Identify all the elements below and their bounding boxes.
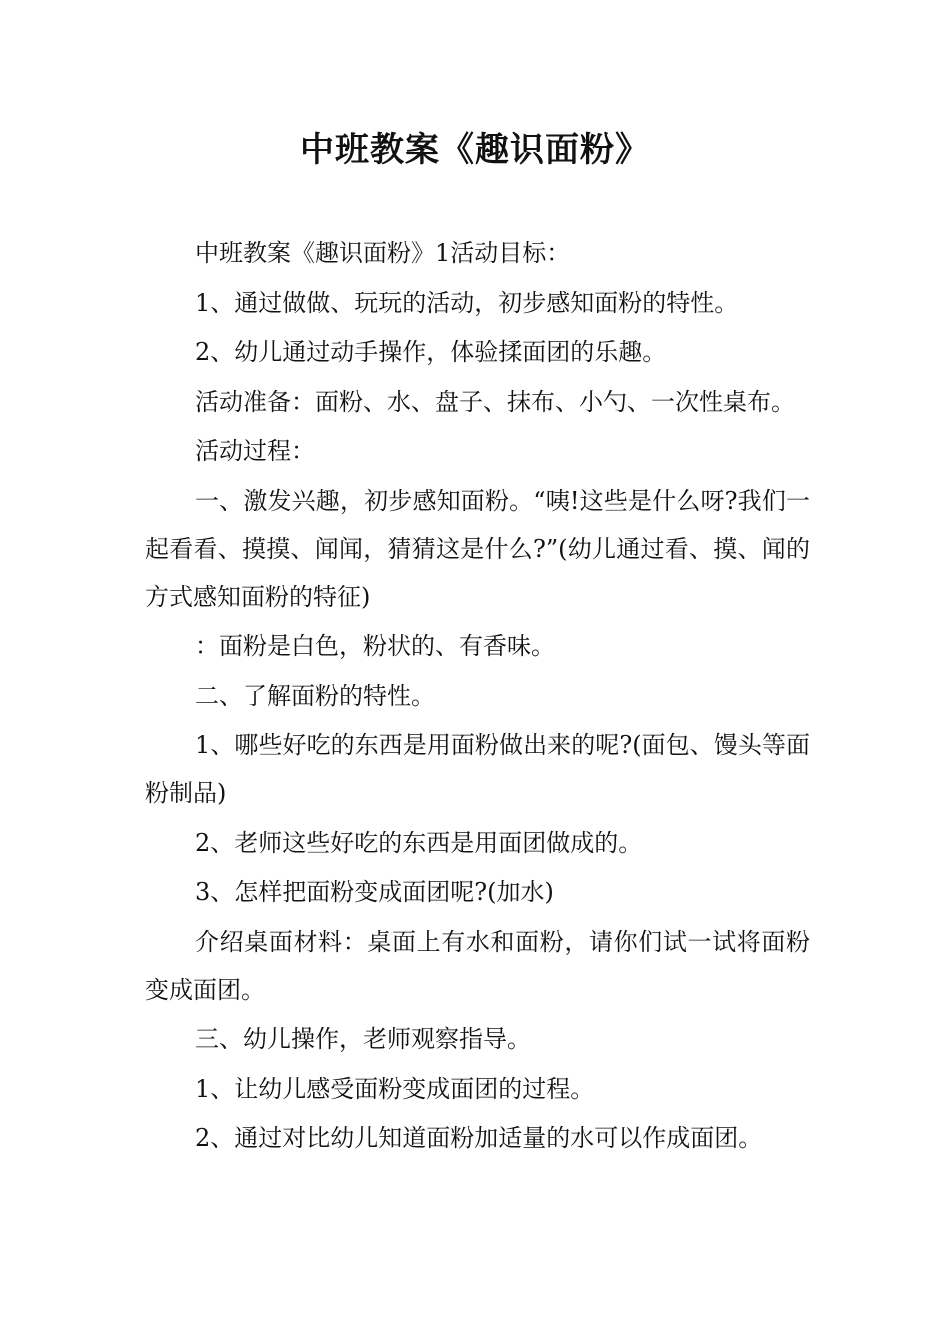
paragraph-step-3: 三、幼儿操作，老师观察指导。 [195,1025,531,1053]
paragraph-step-1: 一、激发兴趣，初步感知面粉。“咦!这些是什么呀?我们一起看看、摸摸、闻闻，猜猜这是什么?”(幼儿通过看、摸、闻的方式感知面粉的特征) [145,486,810,611]
paragraph-process-heading: 活动过程： [195,437,315,465]
paragraph-step-3-item-2: 2、通过对比幼儿知道面粉加适量的水可以作成面团。 [195,1124,763,1152]
paragraph-materials: 介绍桌面材料：桌面上有水和面粉，请你们试一试将面粉变成面团。 [145,927,810,1004]
document-body [145,229,810,1164]
paragraph-step-2: 二、了解面粉的特性。 [195,681,435,710]
paragraph-step-1-summary: ：面粉是白色，粉状的、有香味。 [195,632,555,660]
paragraph-goal-1: 1、通过做做、玩玩的活动，初步感知面粉的特性。 [195,288,739,317]
paragraph-goal-2: 2、幼儿通过动手操作，体验揉面团的乐趣。 [195,338,667,366]
document-title: 中班教案《趣识面粉》 [300,130,650,170]
paragraph-step-3-item-1: 1、让幼儿感受面粉变成面团的过程。 [195,1074,595,1103]
paragraph-goal-heading: 中班教案《趣识面粉》1活动目标： [195,239,571,267]
paragraph-step-2-item-1: 1、哪些好吃的东西是用面粉做出来的呢?(面包、馒头等面粉制品) [145,731,810,807]
paragraph-step-2-item-2: 2、老师这些好吃的东西是用面团做成的。 [195,828,643,857]
paragraph-preparation: 活动准备：面粉、水、盘子、抹布、小勺、一次性桌布。 [195,387,795,416]
paragraph-step-2-item-3: 3、怎样把面粉变成面团呢?(加水) [195,878,554,906]
